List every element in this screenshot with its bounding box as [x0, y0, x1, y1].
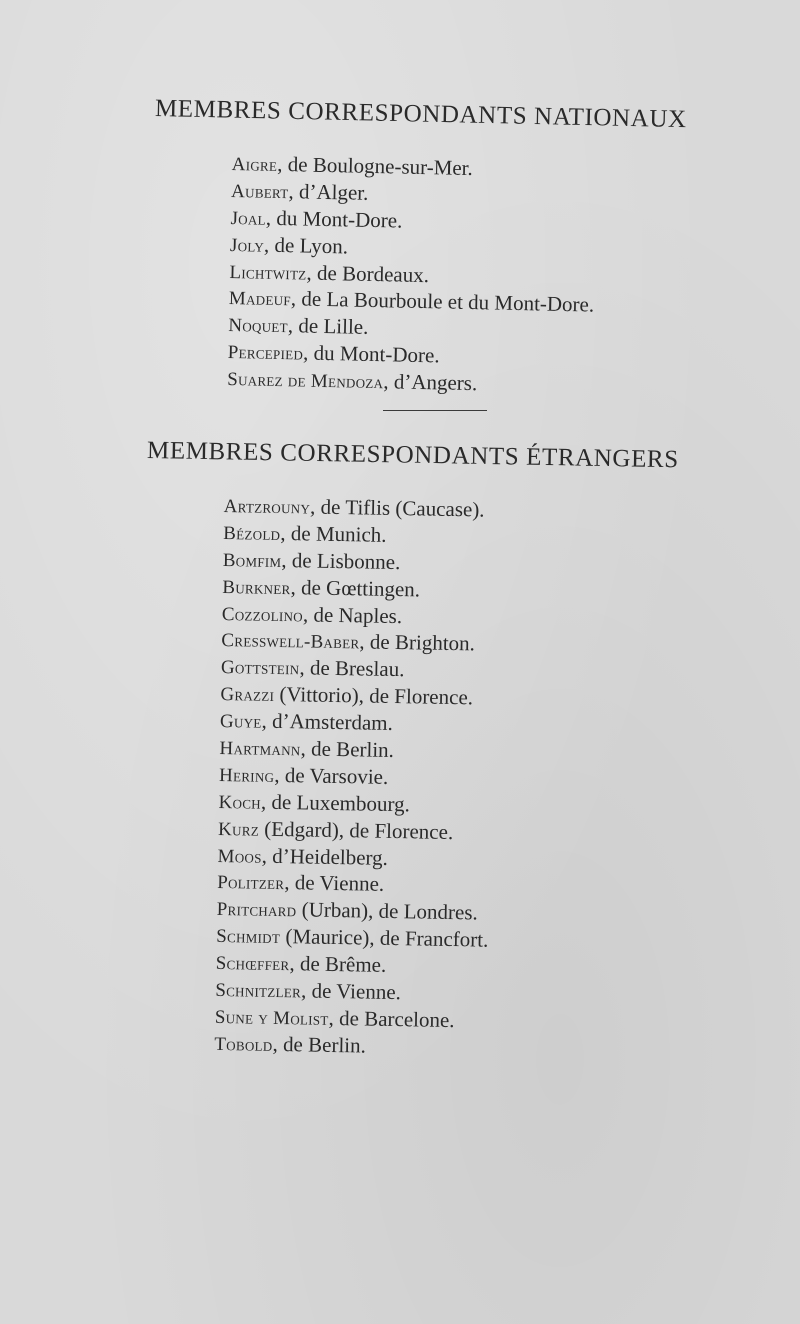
member-location: , de La Bourboule et du Mont-Dore.: [290, 286, 595, 318]
member-entry: [223, 546, 496, 578]
member-name: Kurz: [217, 818, 260, 841]
member-entry: [214, 1030, 487, 1062]
member-name: Grazzi: [220, 684, 275, 707]
member-location: , de Vienne.: [300, 978, 402, 1005]
member-name: Koch: [218, 791, 262, 814]
member-name: Burkner: [222, 576, 291, 599]
member-location: , d’Alger.: [288, 179, 369, 205]
section-title-nationaux: MEMBRES CORRESPONDANTS NATIONAUX: [154, 95, 687, 134]
member-name: Aubert: [230, 180, 289, 204]
member-list-etrangers: [214, 492, 496, 1061]
member-location: , de Bordeaux.: [306, 260, 430, 287]
member-name: Schnitzler: [215, 979, 302, 1003]
member-location: , de Brighton.: [359, 629, 476, 656]
section-title-etrangers: MEMBRES CORRESPONDANTS ÉTRANGERS: [146, 437, 679, 474]
member-name: Suarez de Mendoza: [226, 369, 384, 394]
member-location: , d’Heidelberg.: [261, 843, 389, 870]
member-location: (Maurice), de Francfort.: [279, 924, 489, 952]
member-name: Tobold: [214, 1033, 273, 1056]
member-location: , d’Amsterdam.: [261, 708, 394, 736]
member-name: Cresswell-Baber: [221, 630, 360, 654]
member-name: Hartmann: [219, 737, 301, 761]
member-name: Cozzolino: [221, 603, 304, 626]
member-name: Sune y Molist: [214, 1006, 329, 1030]
member-location: , de Vienne.: [284, 870, 385, 897]
member-location: , du Mont-Dore.: [302, 340, 440, 368]
member-location: , de Boulogne-sur-Mer.: [277, 151, 474, 181]
member-name: Percepied: [227, 342, 304, 365]
member-name: Schœffer: [215, 953, 290, 976]
member-location: (Vittorio), de Florence.: [274, 682, 474, 710]
member-name: Bézold: [223, 522, 281, 545]
member-location: , de Brême.: [289, 951, 387, 978]
member-name: Politzer: [216, 872, 285, 895]
member-location: , de Munich.: [280, 520, 387, 547]
member-location: , de Lyon.: [263, 232, 349, 259]
member-location: , du Mont-Dore.: [265, 205, 403, 233]
member-name: Moos: [217, 845, 262, 868]
member-name: Madeuf: [228, 288, 292, 311]
member-location: , de Gœttingen.: [290, 574, 421, 602]
member-name: Aigre: [231, 153, 278, 176]
member-name: Artzrouny: [223, 495, 311, 519]
member-name: Gottstein: [220, 657, 300, 680]
member-location: , de Lille.: [287, 313, 369, 340]
member-location: , de Tiflis (Caucase).: [309, 494, 485, 522]
member-location: (Edgard), de Florence.: [258, 816, 454, 844]
member-name: Noquet: [228, 315, 289, 338]
member-name: Guye: [219, 711, 262, 733]
member-name: Hering: [218, 764, 275, 787]
member-name: Pritchard: [216, 899, 297, 922]
member-name: Schmidt: [216, 926, 281, 949]
member-name: Lichtwitz: [229, 261, 307, 285]
member-entry: [218, 815, 491, 847]
member-name: Bomfim: [222, 549, 282, 572]
member-location: , de Naples.: [302, 601, 403, 628]
member-name: Joal: [230, 207, 267, 230]
member-location: , de Berlin.: [300, 736, 395, 763]
member-location: , de Breslau.: [299, 655, 405, 682]
member-location: , de Berlin.: [272, 1031, 367, 1058]
member-name: Joly: [229, 234, 265, 257]
member-location: (Urban), de Londres.: [296, 897, 478, 925]
member-location: , de Barcelone.: [328, 1005, 455, 1033]
member-entry: [222, 573, 495, 605]
member-list-nationaux: [227, 150, 597, 400]
member-location: , de Varsovie.: [274, 762, 389, 789]
member-location: , de Lisbonne.: [281, 547, 401, 574]
member-location: , d’Angers.: [383, 369, 478, 396]
member-entry: [218, 788, 491, 820]
member-location: , de Luxembourg.: [260, 789, 411, 817]
section-divider: [383, 410, 487, 411]
